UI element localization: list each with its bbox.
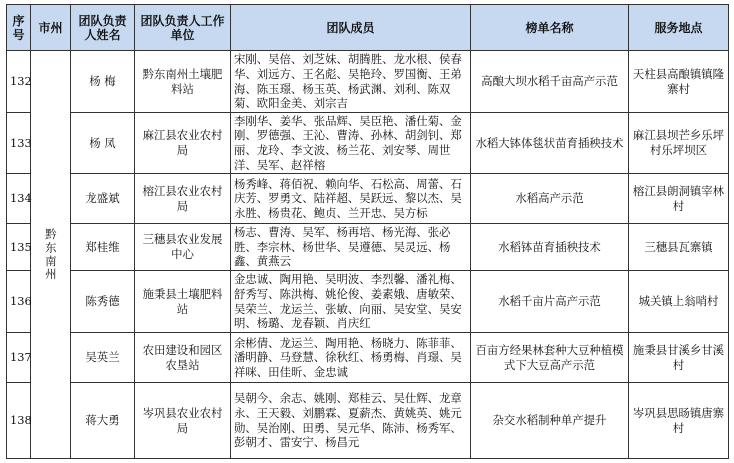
- table-row: [7, 174, 729, 224]
- members-cell: 杨志、曹涛、吴军、杨再培、杨光海、张必胜、李宗林、杨世华、吴遵德、吴灵远、杨鑫、黄燕云: [231, 224, 471, 271]
- unit-cell: 农田建设和园区农垦站: [135, 333, 231, 383]
- unit-cell: 麻江县农业农村局: [135, 113, 231, 174]
- header-leader: 团队负责人姓名: [71, 5, 135, 51]
- leader-cell: 杨 梅: [71, 51, 135, 113]
- place-cell: 岑巩县思旸镇唐寨村: [629, 383, 729, 459]
- members-cell: 李刚华、姜华、张品辉、吴臣艳、潘仕菊、金刚、罗德强、王沁、曹涛、孙林、胡剑钊、郑丽、龙玲、李文波、杨兰花、刘安琴、周世洋、吴军、赵祥榕: [231, 113, 471, 174]
- seq-cell: 134: [7, 174, 31, 224]
- place-cell: 城关镇上翁哨村: [629, 271, 729, 333]
- seq-cell: 133: [7, 113, 31, 174]
- members-cell: 宋刚、吴倍、刘芝妹、胡腾胜、龙水根、侯春华、刘远方、王名彪、吴艳玲、罗国衡、王弟海、陈玉璟、杨玉英、杨武渊、刘利、陈双菊、欧阳金美、刘宗吉: [231, 51, 471, 113]
- place-cell: 麻江县坝芒乡乐坪村乐坪坝区: [629, 113, 729, 174]
- leader-cell: 杨 凤: [71, 113, 135, 174]
- leader-cell: 陈秀德: [71, 271, 135, 333]
- seq-cell: 137: [7, 333, 31, 383]
- table-row: [7, 224, 729, 271]
- seq-cell: 138: [7, 383, 31, 459]
- header-members: 团队成员: [231, 5, 471, 51]
- unit-cell: 施秉县土壤肥料站: [135, 271, 231, 333]
- leader-cell: 郑桂维: [71, 224, 135, 271]
- list-cell: 水稻千亩片高产示范: [471, 271, 629, 333]
- members-cell: 杨秀峰、蒋佰祝、赖向华、石松高、周蕾、石庆芳、罗勇文、陆祥超、吴跃远、黎以杰、吴永胜、杨贵花、鲍贞、兰开忠、吴方标: [231, 174, 471, 224]
- unit-cell: 岑巩县农业农村局: [135, 383, 231, 459]
- place-cell: 天柱县高酿镇镇隆寨村: [629, 51, 729, 113]
- unit-cell: 榕江县农业农村局: [135, 174, 231, 224]
- place-cell: 施秉县甘溪乡甘溪村: [629, 333, 729, 383]
- list-cell: 高酿大坝水稻千亩高产示范: [471, 51, 629, 113]
- seq-cell: 135: [7, 224, 31, 271]
- seq-cell: 136: [7, 271, 31, 333]
- seq-cell: 132: [7, 51, 31, 113]
- header-unit: 团队负责人工作单位: [135, 5, 231, 51]
- members-cell: 余彬倩、龙运兰、陶用艳、杨晓力、陈菲菲、潘明静、马登慧、徐秋红、杨勇梅、肖璟、吴祥咪、田佳昕、金忠诚: [231, 333, 471, 383]
- header-list: 榜单名称: [471, 5, 629, 51]
- list-cell: 水稻钵苗育插秧技术: [471, 224, 629, 271]
- table-row: [7, 383, 729, 459]
- members-cell: 吴朝今、余志、姚刚、郑桂云、吴仕辉、龙章永、王天毅、刘鹏霖、夏薪杰、黄姚英、姚元勋、吴治刚、田勇、吴元华、陈沛、杨秀军、彭朝才、雷安宁、杨昌元: [231, 383, 471, 459]
- leader-cell: 龙盛斌: [71, 174, 135, 224]
- leader-cell: 蒋大勇: [71, 383, 135, 459]
- header-row: [7, 5, 729, 51]
- header-city: 市州: [31, 5, 71, 51]
- list-cell: 百亩方经果林套种大豆种植模式下大豆高产示范: [471, 333, 629, 383]
- place-cell: 三穗县瓦寨镇: [629, 224, 729, 271]
- team-list-table: [6, 4, 729, 459]
- header-seq: 序号: [7, 5, 31, 51]
- list-cell: 水稻大钵体毯状苗育插秧技术: [471, 113, 629, 174]
- header-place: 服务地点: [629, 5, 729, 51]
- table-row: [7, 113, 729, 174]
- table-row: [7, 51, 729, 113]
- place-cell: 榕江县朗洞镇宰林村: [629, 174, 729, 224]
- unit-cell: 黔东南州土壤肥料站: [135, 51, 231, 113]
- leader-cell: 吴英兰: [71, 333, 135, 383]
- table-row: [7, 271, 729, 333]
- list-cell: 杂交水稻制种单产提升: [471, 383, 629, 459]
- list-cell: 水稻高产示范: [471, 174, 629, 224]
- unit-cell: 三穗县农业发展中心: [135, 224, 231, 271]
- city-cell: 黔东南州: [31, 51, 71, 459]
- members-cell: 金忠诚、陶用艳、吴明波、李烈馨、潘礼梅、舒秀写、陈洪梅、姚伦俊、姜素娥、唐敏荣、吴荣兰、龙运兰、张敏、向丽、吴安堂、吴安明、杨璐、龙春颖、肖庆红: [231, 271, 471, 333]
- table-row: [7, 333, 729, 383]
